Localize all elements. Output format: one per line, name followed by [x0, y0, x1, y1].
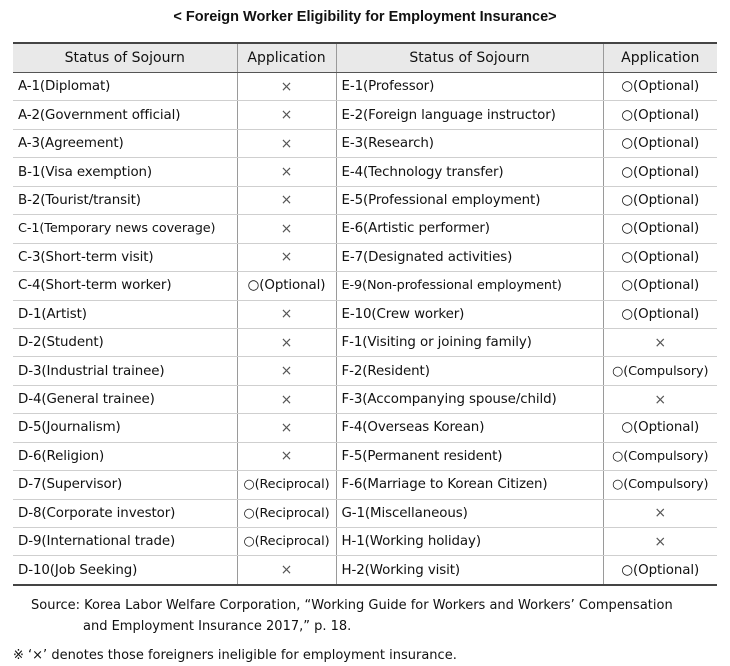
status-cell-left: A-3(Agreement) — [13, 129, 237, 157]
status-cell-left: D-5(Journalism) — [13, 414, 237, 442]
application-cell-right: × — [603, 499, 717, 527]
application-cell-right: ○(Compulsory) — [603, 357, 717, 385]
source-line-1: Source: Korea Labor Welfare Corporation, “Working Guide for Workers and Workers’ Compensation — [31, 597, 673, 613]
table-row — [13, 328, 717, 356]
table-row — [13, 158, 717, 186]
status-cell-left: D-9(International trade) — [13, 528, 237, 556]
header-application-right: Application — [603, 43, 717, 73]
application-cell-left: ○(Optional) — [237, 272, 336, 300]
application-cell-right: ○(Optional) — [603, 243, 717, 271]
table-row — [13, 442, 717, 470]
notes — [13, 595, 717, 666]
status-cell-left: D-8(Corporate investor) — [13, 499, 237, 527]
status-cell-left: C-4(Short-term worker) — [13, 272, 237, 300]
table-row — [13, 129, 717, 157]
table-row — [13, 528, 717, 556]
status-cell-right: E-4(Technology transfer) — [336, 158, 603, 186]
status-cell-right: F-4(Overseas Korean) — [336, 414, 603, 442]
status-cell-right: H-2(Working visit) — [336, 556, 603, 585]
application-cell-right: ○(Optional) — [603, 300, 717, 328]
application-cell-right: ○(Optional) — [603, 414, 717, 442]
application-cell-right: ○(Optional) — [603, 272, 717, 300]
table-row — [13, 300, 717, 328]
status-cell-right: H-1(Working holiday) — [336, 528, 603, 556]
status-cell-left: D-2(Student) — [13, 328, 237, 356]
application-cell-left: × — [237, 357, 336, 385]
application-cell-left: × — [237, 73, 336, 101]
application-cell-left: × — [237, 442, 336, 470]
application-cell-left: ○(Reciprocal) — [237, 528, 336, 556]
source-line-2: and Employment Insurance 2017,” p. 18. — [83, 618, 352, 634]
table-row — [13, 73, 717, 101]
status-cell-right: E-2(Foreign language instructor) — [336, 101, 603, 129]
status-cell-left: D-7(Supervisor) — [13, 471, 237, 499]
table-row — [13, 243, 717, 271]
status-cell-left: A-2(Government official) — [13, 101, 237, 129]
application-cell-left: × — [237, 556, 336, 585]
header-status-right: Status of Sojourn — [336, 43, 603, 73]
table-row — [13, 556, 717, 585]
application-cell-right: ○(Optional) — [603, 101, 717, 129]
status-cell-left: D-6(Religion) — [13, 442, 237, 470]
application-cell-left: × — [237, 385, 336, 413]
status-cell-right: G-1(Miscellaneous) — [336, 499, 603, 527]
application-cell-left: ○(Reciprocal) — [237, 471, 336, 499]
status-cell-left: D-3(Industrial trainee) — [13, 357, 237, 385]
status-cell-right: E-10(Crew worker) — [336, 300, 603, 328]
application-cell-left: × — [237, 129, 336, 157]
application-cell-left: × — [237, 328, 336, 356]
status-cell-right: E-5(Professional employment) — [336, 186, 603, 214]
status-cell-left: C-3(Short-term visit) — [13, 243, 237, 271]
status-cell-right: E-7(Designated activities) — [336, 243, 603, 271]
eligibility-table — [13, 42, 717, 586]
application-cell-right: × — [603, 528, 717, 556]
application-cell-right: ○(Optional) — [603, 186, 717, 214]
status-cell-right: F-1(Visiting or joining family) — [336, 328, 603, 356]
status-cell-right: F-6(Marriage to Korean Citizen) — [336, 471, 603, 499]
status-cell-left: B-1(Visa exemption) — [13, 158, 237, 186]
table-row — [13, 101, 717, 129]
status-cell-right: E-6(Artistic performer) — [336, 215, 603, 243]
application-cell-left: ○(Reciprocal) — [237, 499, 336, 527]
application-cell-left: × — [237, 215, 336, 243]
table-row — [13, 499, 717, 527]
status-cell-right: F-3(Accompanying spouse/child) — [336, 385, 603, 413]
application-cell-right: × — [603, 328, 717, 356]
table-title: < Foreign Worker Eligibility for Employment Insurance> — [173, 9, 557, 25]
table-row — [13, 385, 717, 413]
table-header-row — [13, 43, 717, 73]
header-application-left: Application — [237, 43, 336, 73]
application-cell-right: ○(Optional) — [603, 129, 717, 157]
status-cell-right: E-3(Research) — [336, 129, 603, 157]
application-cell-left: × — [237, 158, 336, 186]
status-cell-left: B-2(Tourist/transit) — [13, 186, 237, 214]
table-row — [13, 357, 717, 385]
application-cell-right: ○(Compulsory) — [603, 442, 717, 470]
table-row — [13, 272, 717, 300]
status-cell-left: D-10(Job Seeking) — [13, 556, 237, 585]
status-cell-right: F-5(Permanent resident) — [336, 442, 603, 470]
status-cell-left: D-4(General trainee) — [13, 385, 237, 413]
status-cell-right: E-9(Non-professional employment) — [336, 272, 603, 300]
source-citation — [13, 595, 717, 637]
application-cell-right: × — [603, 385, 717, 413]
status-cell-right: E-1(Professor) — [336, 73, 603, 101]
status-cell-left: D-1(Artist) — [13, 300, 237, 328]
status-cell-right: F-2(Resident) — [336, 357, 603, 385]
table-row — [13, 186, 717, 214]
application-cell-right: ○(Optional) — [603, 215, 717, 243]
header-status-left: Status of Sojourn — [13, 43, 237, 73]
application-cell-left: × — [237, 300, 336, 328]
table-row — [13, 215, 717, 243]
application-cell-left: × — [237, 101, 336, 129]
footnote: ※ ‘×’ denotes those foreigners ineligible for employment insurance. — [13, 647, 457, 663]
table-row — [13, 471, 717, 499]
application-cell-right: ○(Compulsory) — [603, 471, 717, 499]
application-cell-left: × — [237, 243, 336, 271]
application-cell-left: × — [237, 414, 336, 442]
application-cell-right: ○(Optional) — [603, 73, 717, 101]
status-cell-left: A-1(Diplomat) — [13, 73, 237, 101]
application-cell-left: × — [237, 186, 336, 214]
application-cell-right: ○(Optional) — [621, 562, 700, 578]
table-body — [13, 73, 717, 585]
status-cell-left: C-1(Temporary news coverage) — [13, 215, 237, 243]
application-cell-right: ○(Optional) — [603, 158, 717, 186]
table-row — [13, 414, 717, 442]
